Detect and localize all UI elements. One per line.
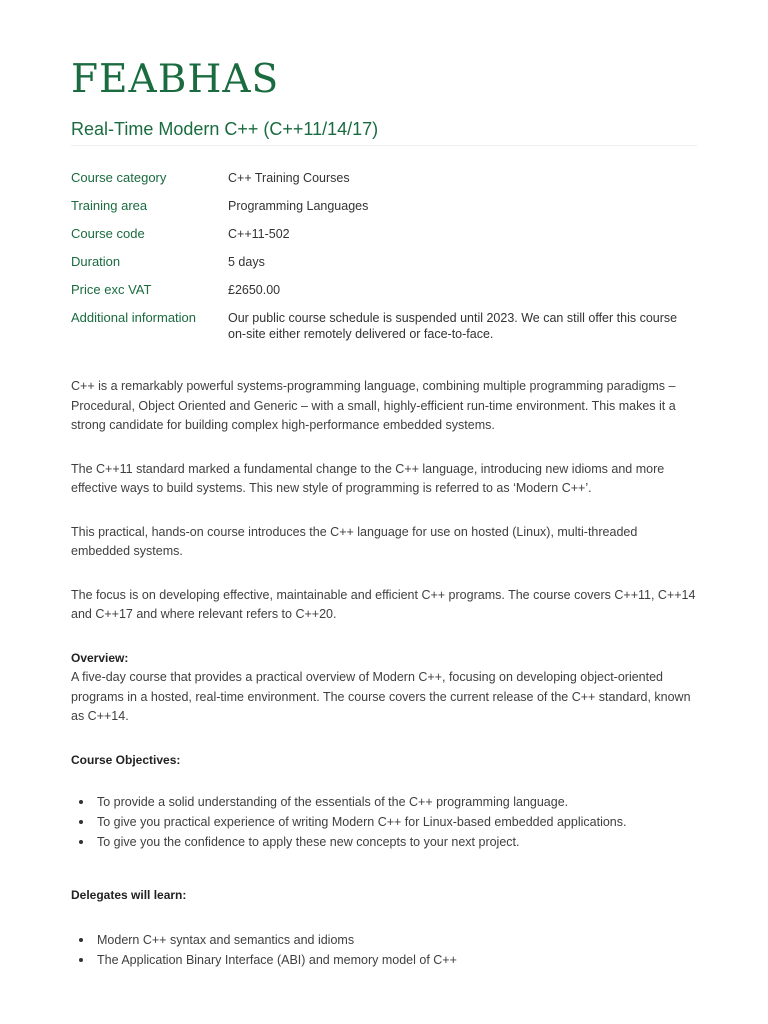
info-value: C++11-502 (228, 227, 290, 241)
info-row-price (71, 282, 697, 298)
page-title: Real-Time Modern C++ (C++11/14/17) (71, 117, 697, 146)
info-row-duration (71, 254, 697, 270)
learn-heading: Delegates will learn: (71, 888, 187, 902)
overview-text: A five-day course that provides a practical overview of Modern C++, focusing on developing object-oriented programs in a hosted, real-time environment. The course covers the current release of the C++ standard, known as C++14. (71, 670, 691, 723)
overview-heading: Overview: (71, 650, 129, 665)
info-row-training-area (71, 198, 697, 214)
feabhas-logo: FEABHAS (71, 57, 280, 102)
info-label: Course category (71, 170, 167, 185)
info-value: Programming Languages (228, 199, 369, 213)
info-row-course-code (71, 226, 697, 242)
description-paragraph: The C++11 standard marked a fundamental change to the C++ language, introducing new idioms and more effective ways to build systems. This new style of programming is referred to as ‘Modern C++’. (71, 461, 665, 495)
info-label: Training area (71, 198, 148, 213)
description-paragraph: C++ is a remarkably powerful systems-programming language, combining multiple programming paradigms – Procedural, Object Oriented and Generic – with a small, highly-efficient run-time environment. This makes it a strong candidate for building complex high-performance embedded systems. (71, 379, 676, 432)
info-value: Our public course schedule is suspended until 2023. We can still offer this course on-site either remotely delivered or face-to-face. (228, 311, 678, 341)
course-description (71, 377, 697, 994)
course-info-table (71, 170, 697, 354)
info-label: Additional information (71, 310, 197, 325)
description-paragraph: The focus is on developing effective, maintainable and efficient C++ programs. The course covers C++11, C++14 and C++17 and where relevant refers to C++20. (71, 587, 696, 621)
objectives-section (71, 751, 697, 853)
info-label: Price exc VAT (71, 282, 152, 297)
objectives-heading: Course Objectives: (71, 752, 181, 767)
info-label: Course code (71, 226, 145, 241)
list-item: To provide a solid understanding of the essentials of the C++ programming language. (71, 792, 697, 812)
objectives-list (71, 792, 697, 852)
learn-list (71, 930, 697, 970)
list-item: To give you practical experience of writing Modern C++ for Linux-based embedded applications. (71, 812, 697, 832)
info-label: Duration (71, 254, 121, 269)
info-value: £2650.00 (228, 283, 281, 297)
list-item: Modern C++ syntax and semantics and idioms (71, 930, 697, 950)
info-value: C++ Training Courses (228, 171, 350, 185)
learn-section (71, 874, 697, 970)
info-value: 5 days (228, 255, 265, 269)
info-row-additional (71, 310, 697, 342)
overview-section (71, 649, 697, 727)
list-item: The Application Binary Interface (ABI) and memory model of C++ (71, 950, 697, 970)
info-row-category (71, 170, 697, 186)
description-paragraph: This practical, hands-on course introduces the C++ language for use on hosted (Linux), multi-threaded embedded systems. (71, 524, 638, 558)
list-item: To give you the confidence to apply these new concepts to your next project. (71, 832, 697, 852)
